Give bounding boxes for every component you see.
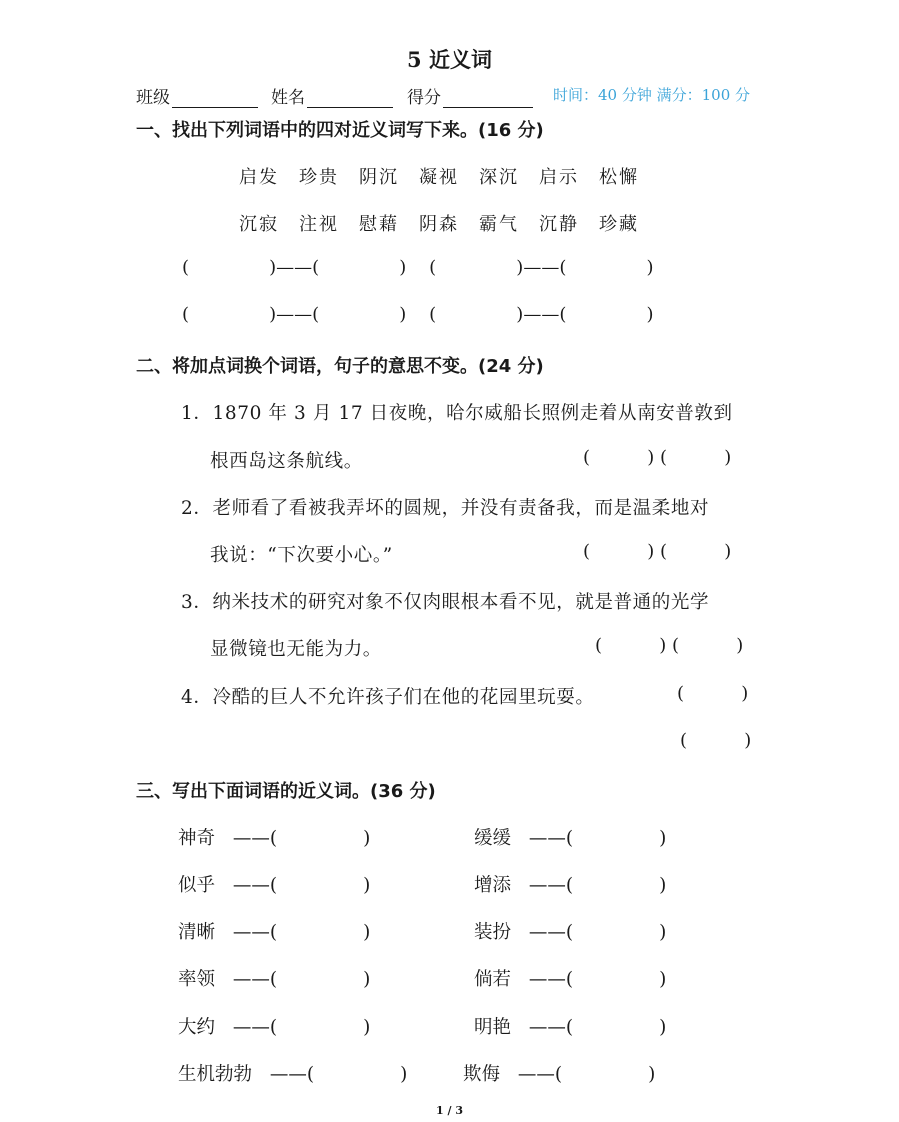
dash-open: ——( bbox=[232, 922, 278, 943]
question-2-line-1: 2．老师看了看被我弄坏的圆规，并没有责备我，而是温柔地对 bbox=[181, 498, 710, 519]
question-3-answer-blanks[interactable]: ( ) ( ) bbox=[595, 635, 744, 656]
score-field bbox=[407, 83, 533, 108]
word: 慰藉 bbox=[359, 214, 399, 235]
word: 沉静 bbox=[539, 214, 579, 235]
page-number: 1 / 3 bbox=[436, 1104, 463, 1117]
close-paren: ) bbox=[659, 875, 667, 896]
close-paren: ) bbox=[659, 1017, 667, 1038]
synonym-item-right-5 bbox=[474, 1013, 666, 1039]
section3-heading: 三、写出下面词语的近义词。(36 分) bbox=[136, 781, 436, 802]
synonym-word: 明艳 bbox=[474, 1017, 512, 1038]
synonym-word: 缓缓 bbox=[474, 828, 512, 849]
class-label: 班级 bbox=[136, 88, 170, 108]
question-3-line-1: 3．纳米技术的研究对象不仅肉眼根本看不见，就是普通的光学 bbox=[181, 592, 710, 613]
synonym-item-left-1 bbox=[178, 824, 370, 850]
synonym-word: 率领 bbox=[178, 969, 216, 990]
synonym-item-left-6 bbox=[178, 1060, 407, 1086]
synonym-item-right-6 bbox=[463, 1060, 655, 1086]
word: 松懈 bbox=[599, 167, 639, 188]
pair-answer-line-1[interactable]: ( )——( ) ( )——( ) bbox=[182, 257, 654, 278]
synonym-word: 神奇 bbox=[178, 828, 216, 849]
synonym-word: 似乎 bbox=[178, 875, 216, 896]
close-paren: ) bbox=[363, 1017, 371, 1038]
word: 珍贵 bbox=[299, 167, 339, 188]
close-paren: ) bbox=[363, 875, 371, 896]
dash-open: ——( bbox=[528, 969, 574, 990]
dash-open: ——( bbox=[528, 922, 574, 943]
question-1-line-1: 1．1870 年 3 月 17 日夜晚，哈尔威船长照例走着从南安普敦到 bbox=[181, 403, 733, 424]
synonym-word: 生机勃勃 bbox=[178, 1064, 253, 1085]
time-score-meta: 时间：40 分钟 满分：100 分 bbox=[553, 86, 751, 104]
dash-open: ——( bbox=[269, 1064, 315, 1085]
question-4-line-1: 4．冷酷的巨人不允许孩子们在他的花园里玩耍。 bbox=[181, 687, 595, 708]
close-paren: ) bbox=[659, 922, 667, 943]
word-row-1 bbox=[239, 163, 659, 189]
dash-open: ——( bbox=[232, 1017, 278, 1038]
word: 阴森 bbox=[419, 214, 459, 235]
class-blank[interactable] bbox=[172, 89, 258, 108]
word-row-2 bbox=[239, 210, 659, 236]
close-paren: ) bbox=[363, 922, 371, 943]
word: 凝视 bbox=[419, 167, 459, 188]
close-paren: ) bbox=[648, 1064, 656, 1085]
synonym-item-left-2 bbox=[178, 871, 370, 897]
dash-open: ——( bbox=[528, 1017, 574, 1038]
dash-open: ——( bbox=[232, 828, 278, 849]
close-paren: ) bbox=[363, 828, 371, 849]
question-2-answer-blanks[interactable]: ( ) ( ) bbox=[583, 541, 732, 562]
dash-open: ——( bbox=[517, 1064, 563, 1085]
synonym-item-right-2 bbox=[474, 871, 666, 897]
close-paren: ) bbox=[659, 828, 667, 849]
question-1-line-2: 根西岛这条航线。 bbox=[210, 451, 363, 472]
section1-heading: 一、找出下列词语中的四对近义词写下来。(16 分) bbox=[136, 120, 544, 141]
synonym-item-right-1 bbox=[474, 824, 666, 850]
close-paren: ) bbox=[400, 1064, 408, 1085]
synonym-word: 增添 bbox=[474, 875, 512, 896]
question-4-answer-blank-1[interactable]: ( ) bbox=[677, 683, 749, 704]
synonym-word: 欺侮 bbox=[463, 1064, 501, 1085]
dash-open: ——( bbox=[232, 969, 278, 990]
word: 沉寂 bbox=[239, 214, 279, 235]
name-blank[interactable] bbox=[307, 89, 393, 108]
word: 阴沉 bbox=[359, 167, 399, 188]
section2-heading: 二、将加点词换个词语，句子的意思不变。(24 分) bbox=[136, 356, 544, 377]
synonym-item-left-5 bbox=[178, 1013, 370, 1039]
question-4-answer-blank-2[interactable]: ( ) bbox=[680, 730, 752, 751]
score-label: 得分 bbox=[407, 88, 441, 108]
question-1-answer-blanks[interactable]: ( ) ( ) bbox=[583, 447, 732, 468]
dash-open: ——( bbox=[528, 875, 574, 896]
word: 注视 bbox=[299, 214, 339, 235]
word: 深沉 bbox=[479, 167, 519, 188]
word: 启示 bbox=[539, 167, 579, 188]
synonym-word: 大约 bbox=[178, 1017, 216, 1038]
dash-open: ——( bbox=[232, 875, 278, 896]
class-field bbox=[136, 83, 258, 108]
question-2-line-2: 我说：“下次要小心。” bbox=[210, 545, 393, 566]
close-paren: ) bbox=[659, 969, 667, 990]
synonym-item-left-3 bbox=[178, 918, 370, 944]
synonym-item-right-4 bbox=[474, 965, 666, 991]
synonym-word: 清晰 bbox=[178, 922, 216, 943]
synonym-word: 倘若 bbox=[474, 969, 512, 990]
word: 珍藏 bbox=[599, 214, 639, 235]
word: 霸气 bbox=[479, 214, 519, 235]
synonym-item-left-4 bbox=[178, 965, 370, 991]
score-blank[interactable] bbox=[443, 89, 533, 108]
name-label: 姓名 bbox=[271, 88, 305, 108]
synonym-word: 装扮 bbox=[474, 922, 512, 943]
question-3-line-2: 显微镜也无能为力。 bbox=[210, 639, 382, 660]
synonym-item-right-3 bbox=[474, 918, 666, 944]
page-title: 5 近义词 bbox=[407, 47, 492, 72]
pair-answer-line-2[interactable]: ( )——( ) ( )——( ) bbox=[182, 304, 654, 325]
word: 启发 bbox=[239, 167, 279, 188]
name-field bbox=[271, 83, 393, 108]
dash-open: ——( bbox=[528, 828, 574, 849]
close-paren: ) bbox=[363, 969, 371, 990]
